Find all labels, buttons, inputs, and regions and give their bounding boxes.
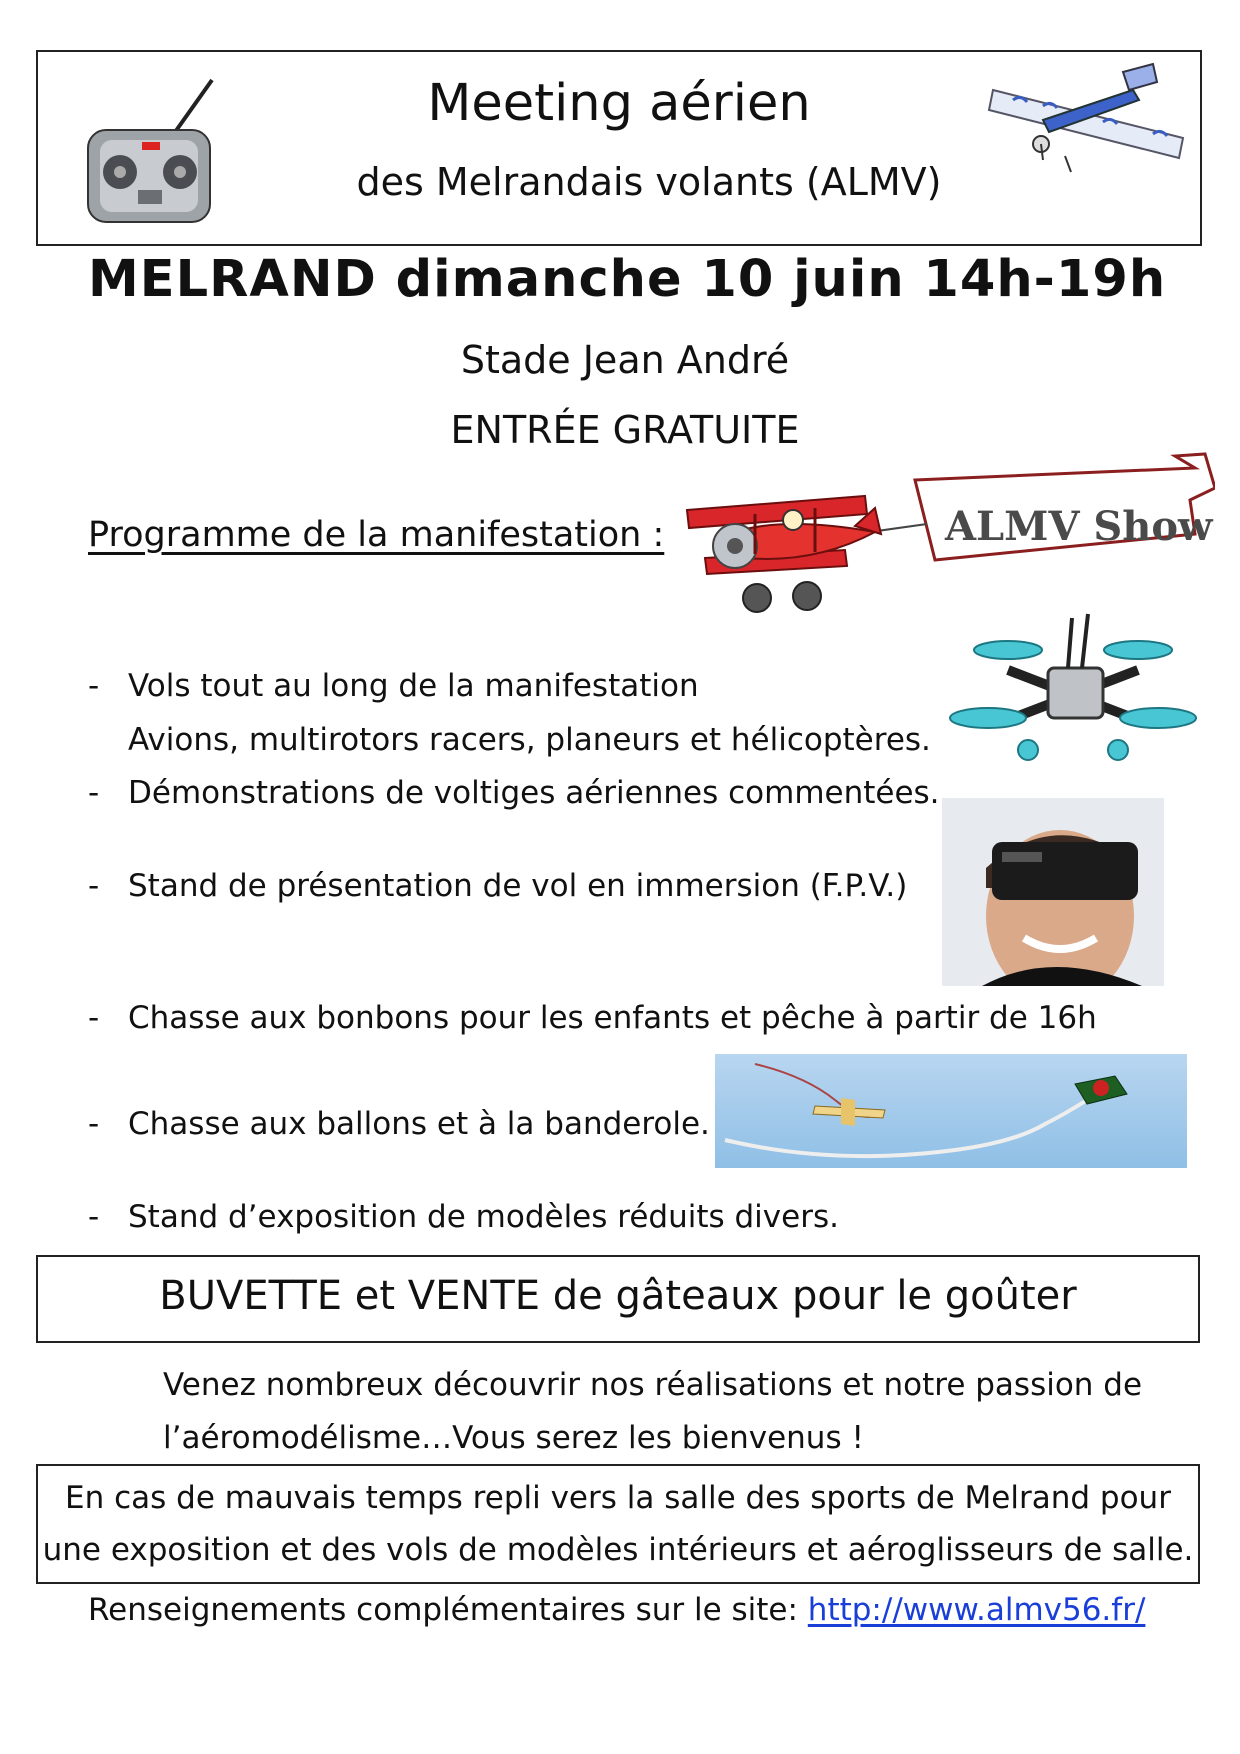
program-item-text: Chasse aux ballons et à la banderole. [128,1106,710,1142]
info-label: Renseignements complémentaires sur le site: [88,1592,808,1628]
program-item-text: Chasse aux bonbons pour les enfants et pêche à partir de 16h [128,1000,1097,1036]
page-subtitle: des Melrandais volants (ALMV) [356,160,942,204]
program-item [88,775,940,811]
program-title: Programme de la manifestation : [88,515,665,555]
program-item [88,1199,839,1235]
buvette-text: BUVETTE et VENTE de gâteaux pour le goûter [159,1273,1077,1319]
invite-text: l’aéromodélisme…Vous serez les bienvenus ! [163,1420,864,1456]
weather-text: une exposition et des vols de modèles intérieurs et aéroglisseurs de salle. [42,1532,1194,1568]
list-dash: - [88,668,100,704]
list-dash: - [88,868,100,904]
list-dash: - [88,1199,100,1235]
page-title: Meeting aérien [427,74,811,133]
event-headline: MELRAND dimanche 10 juin 14h-19h [88,250,1167,309]
venue-text: Stade Jean André [460,338,790,382]
list-dash: - [88,1106,100,1142]
planes-with-streamer-photo [715,1054,1187,1168]
list-dash: - [88,775,100,811]
header-box [36,50,1202,246]
program-item [88,868,907,904]
banner-text: ALMV Show [945,503,1213,550]
program-item [88,1106,710,1142]
program-item-text: Stand d’exposition de modèles réduits divers. [128,1199,839,1235]
fpv-headset-photo [942,798,1164,986]
weather-text: En cas de mauvais temps repli vers la salle des sports de Melrand pour [65,1480,1171,1516]
racing-drone-icon [948,610,1198,784]
program-item [88,1000,1097,1036]
biplane-icon [687,496,881,612]
buvette-box [36,1255,1200,1343]
list-dash: - [88,1000,100,1036]
website-link[interactable]: http://www.almv56.fr/ [807,1592,1146,1628]
program-item-text: Vols tout au long de la manifestation [128,668,699,704]
entry-text: ENTRÉE GRATUITE [450,408,800,452]
rc-plane-icon [983,60,1193,184]
program-item-text: Stand de présentation de vol en immersion (F.P.V.) [128,868,908,904]
invite-text: Venez nombreux découvrir nos réalisations et notre passion de [163,1367,1143,1403]
program-item-continuation: Avions, multirotors racers, planeurs et hélicoptères. [128,722,931,758]
biplane-banner-illustration [675,448,1215,632]
info-line [88,1592,1145,1628]
show-banner [915,454,1215,560]
program-item [88,668,699,704]
program-item-text: Démonstrations de voltiges aériennes commentées. [128,775,940,811]
bad-weather-notice [36,1464,1200,1584]
